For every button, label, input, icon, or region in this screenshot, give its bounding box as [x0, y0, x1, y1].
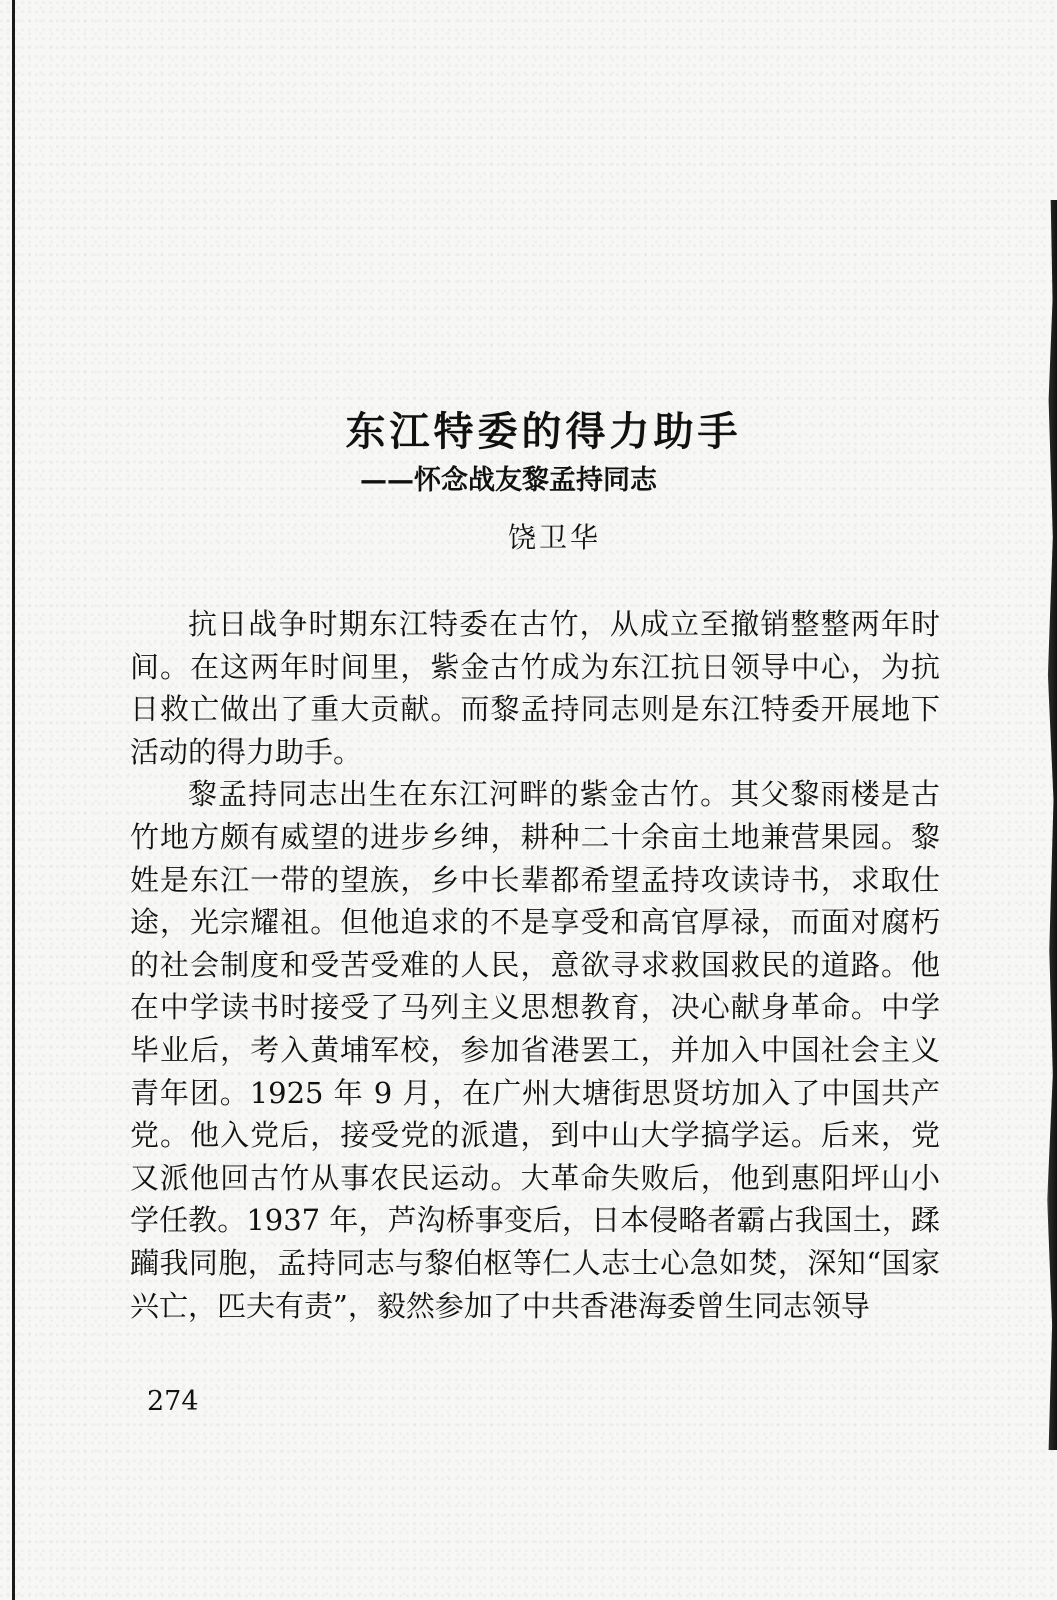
article-title: 东江特委的得力助手: [345, 409, 742, 455]
article-body: [130, 603, 940, 1327]
article-subtitle: ——怀念战友黎孟持同志: [360, 465, 657, 496]
article-author: 饶卫华: [508, 521, 602, 554]
page-number: 274: [147, 1386, 199, 1417]
paragraph-2: 黎孟持同志出生在东江河畔的紫金古竹。其父黎雨楼是古竹地方颇有威望的进步乡绅，耕种二十余亩土地兼营果园。黎姓是东江一带的望族，乡中长辈都希望孟持攻读诗书，求取仕途，光宗耀祖。但他追求的不是享受和高官厚禄，而面对腐朽的社会制度和受苦受难的人民，意欲寻求救国救民的道路。他在中学读书时接受了马列主义思想教育，决心献身革命。中学毕业后，考入黄埔军校，参加省港罢工，并加入中国社会主义青年团。1925 年 9 月，在广州大塘街思贤坊加入了中国共产党。他入党后，接受党的派遣，到中山大学搞学运。后来，党又派他回古竹从事农民运动。大革命失败后，他到惠阳坪山小学任教。1937 年，芦沟桥事变后，日本侵略者霸占我国土，蹂躏我同胞，孟持同志与黎伯枢等仁人志士心急如焚，深知“国家兴亡，匹夫有责”，毅然参加了中共香港海委曾生同志领导: [130, 777, 940, 1323]
binding-edge: [12, 0, 15, 1600]
paragraph-1: 抗日战争时期东江特委在古竹，从成立至撤销整整两年时间。在这两年时间里，紫金古竹成为东江抗日领导中心，为抗日救亡做出了重大贡献。而黎孟持同志则是东江特委开展地下活动的得力助手。: [130, 607, 940, 769]
torn-page-edge: [1043, 200, 1057, 1450]
